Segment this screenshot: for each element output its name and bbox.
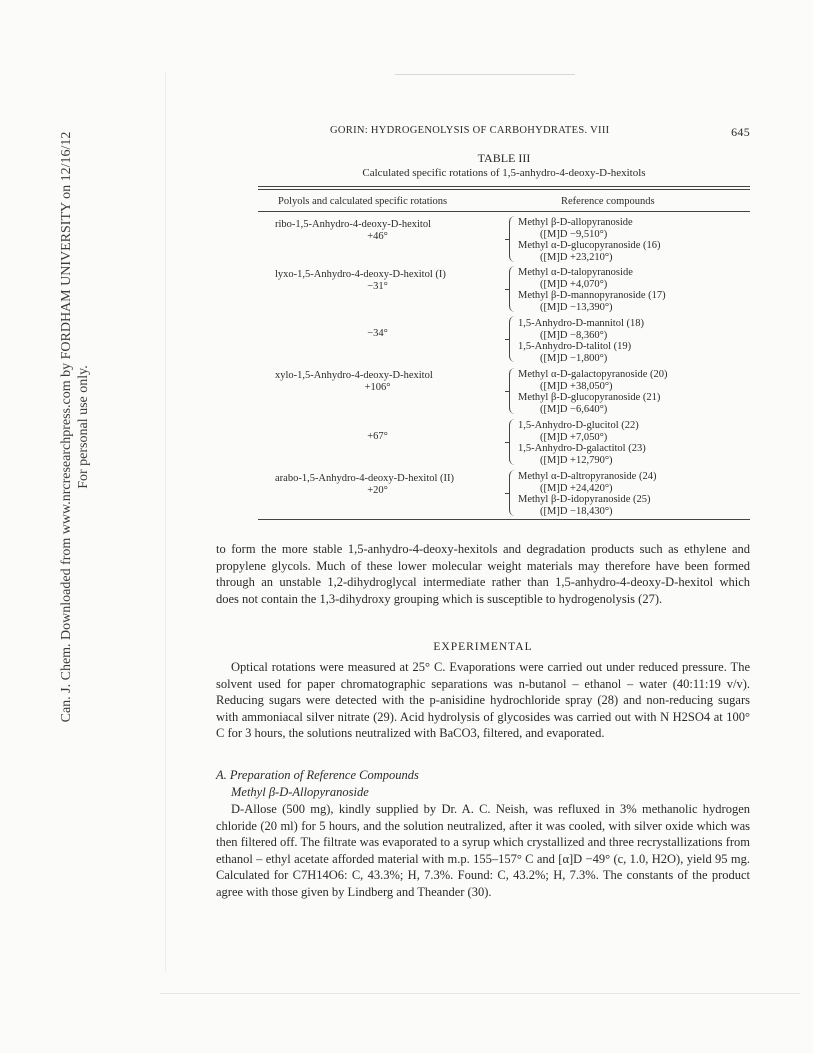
reference-compound: Methyl β-D-allopyranoside [518, 217, 633, 228]
table-row [275, 370, 500, 394]
reference-value: ([M]D −13,390°) [540, 301, 613, 313]
reference-compound: 1,5-Anhydro-D-mannitol (18) [518, 318, 644, 329]
polyol-rotation: −31° [367, 281, 388, 292]
scan-artifact-margin [165, 72, 166, 972]
paragraph-text: Optical rotations were measured at 25° C. Evaporations were carried out under reduced pressure. The solvent used for paper chromatographic separations was n-butanol – ethanol – water (40:11:19 v/v). Reducing sugars were detected with the p-anisidine hydrochloride spray (28) and non-reducing sugars with ammoniacal silver nitrate (29). Acid hydrolysis of glycosides was carried out with N H2SO4 at 100° C for 3 hours, the solutions neutralized with BaCO3, filtered, and evaporated. [216, 660, 750, 740]
scan-artifact-bottom [160, 993, 800, 994]
reference-compound: Methyl β-D-glucopyranoside (21) [518, 392, 661, 403]
brace [509, 368, 517, 414]
polyol-rotation: +106° [364, 382, 391, 393]
download-notice-line2: For personal use only. [76, 365, 91, 489]
col-header-polyols: Polyols and calculated specific rotations [278, 196, 448, 207]
polyol-name: xylo-1,5-Anhydro-4-deoxy-D-hexitol [275, 370, 433, 381]
table-subtitle: Calculated specific rotations of 1,5-anhydro-4-deoxy-D-hexitols [362, 167, 646, 179]
polyol-rotation: +46° [367, 231, 388, 242]
section-heading-a: A. Preparation of Reference Compounds [216, 768, 419, 782]
subsection-heading: Methyl β-D-Allopyranoside [231, 785, 369, 799]
reference-compound: Methyl α-D-glucopyranoside (16) [518, 240, 661, 251]
reference-compound: Methyl β-D-mannopyranoside (17) [518, 290, 666, 301]
section-heading-experimental: EXPERIMENTAL [433, 641, 533, 653]
table-row [275, 431, 500, 443]
running-head [330, 125, 750, 139]
table-header-rule [258, 211, 750, 212]
polyol-rotation: −34° [367, 328, 388, 339]
reference-compound: Methyl α-D-talopyranoside [518, 267, 633, 278]
table-top-rule [258, 186, 750, 187]
running-head-title: GORIN: HYDROGENOLYSIS OF CARBOHYDRATES. VIII [330, 125, 610, 136]
paragraph-text: D-Allose (500 mg), kindly supplied by Dr. A. C. Neish, was refluxed in 3% methanolic hydrogen chloride (20 ml) for 5 hours, and the solution neutralized, after it was cooled, with silver oxide which was then filtered off. The filtrate was evaporated to a syrup which crystallized and three recrystallizations from ethanol – ethyl acetate afforded material with m.p. 155–157° C and [α]D −49° (c, 1.0, H2O), yield 95 mg. Calculated for C7H14O6: C, 43.3%; H, 7.3%. Found: C, 43.2%; H, 7.3%. The constants of the product agree with those given by Lindberg and Theander (30). [216, 802, 750, 899]
paragraph-methods [216, 659, 750, 742]
table-row [275, 269, 500, 293]
table-row [275, 219, 500, 243]
paragraph-text: to form the more stable 1,5-anhydro-4-deoxy-hexitols and degradation products such as ethylene and propylene glycols. Much of these lower molecular weight materials may therefore have been formed through an unstable 1,2-dihydroglycal intermediate rather than 1,5-anhydro-4-deoxy-D-hexitol which does not contain the 1,3-dihydroxy grouping which is susceptible to hydrogenolysis (27). [216, 542, 750, 606]
table-title: TABLE III [477, 151, 531, 165]
reference-value: ([M]D −18,430°) [540, 505, 613, 517]
download-notice-line1: Can. J. Chem. Downloaded from www.nrcresearchpress.com by FORDHAM UNIVERSITY on 12/16/12 [59, 131, 74, 723]
reference-compound: Methyl α-D-altropyranoside (24) [518, 471, 657, 482]
reference-value: ([M]D −8,360°) [540, 329, 608, 341]
brace [509, 266, 517, 312]
reference-list [518, 420, 758, 466]
reference-value: ([M]D +24,420°) [540, 482, 613, 494]
table-row [275, 328, 500, 340]
table-bottom-rule [258, 519, 750, 520]
brace [509, 216, 517, 262]
brace [509, 316, 517, 362]
reference-compound: 1,5-Anhydro-D-talitol (19) [518, 341, 632, 352]
reference-compound: Methyl β-D-idopyranoside (25) [518, 494, 651, 505]
reference-value: ([M]D +7,050°) [540, 431, 608, 443]
page-number: 645 [731, 125, 750, 139]
reference-value: ([M]D +38,050°) [540, 380, 613, 392]
reference-value: ([M]D −6,640°) [540, 403, 608, 415]
paragraph-allopyranoside [216, 801, 750, 900]
brace [509, 419, 517, 465]
brace [509, 470, 517, 516]
table-top-rule-2 [258, 189, 750, 190]
reference-value: ([M]D +4,070°) [540, 278, 608, 290]
reference-list [518, 471, 758, 517]
polyol-rotation: +67° [367, 431, 388, 442]
polyol-name: ribo-1,5-Anhydro-4-deoxy-D-hexitol [275, 219, 432, 230]
polyol-name: arabo-1,5-Anhydro-4-deoxy-D-hexitol (II) [275, 473, 455, 484]
reference-value: ([M]D +12,790°) [540, 454, 613, 466]
col-header-reference: Reference compounds [561, 196, 655, 207]
paragraph-conclusion [216, 541, 750, 607]
reference-list [518, 217, 758, 263]
reference-value: ([M]D −9,510°) [540, 228, 608, 240]
reference-compound: 1,5-Anhydro-D-galactitol (23) [518, 443, 646, 454]
reference-value: ([M]D +23,210°) [540, 251, 613, 263]
table-row [275, 473, 500, 497]
scan-artifact-top [395, 74, 575, 75]
reference-compound: Methyl α-D-galactopyranoside (20) [518, 369, 668, 380]
reference-list [518, 267, 758, 313]
polyol-name: lyxo-1,5-Anhydro-4-deoxy-D-hexitol (I) [275, 269, 446, 280]
reference-value: ([M]D −1,800°) [540, 352, 608, 364]
reference-compound: 1,5-Anhydro-D-glucitol (22) [518, 420, 639, 431]
polyol-rotation: +20° [367, 485, 388, 496]
reference-list [518, 318, 758, 364]
download-notice [58, 27, 92, 827]
reference-list [518, 369, 758, 415]
